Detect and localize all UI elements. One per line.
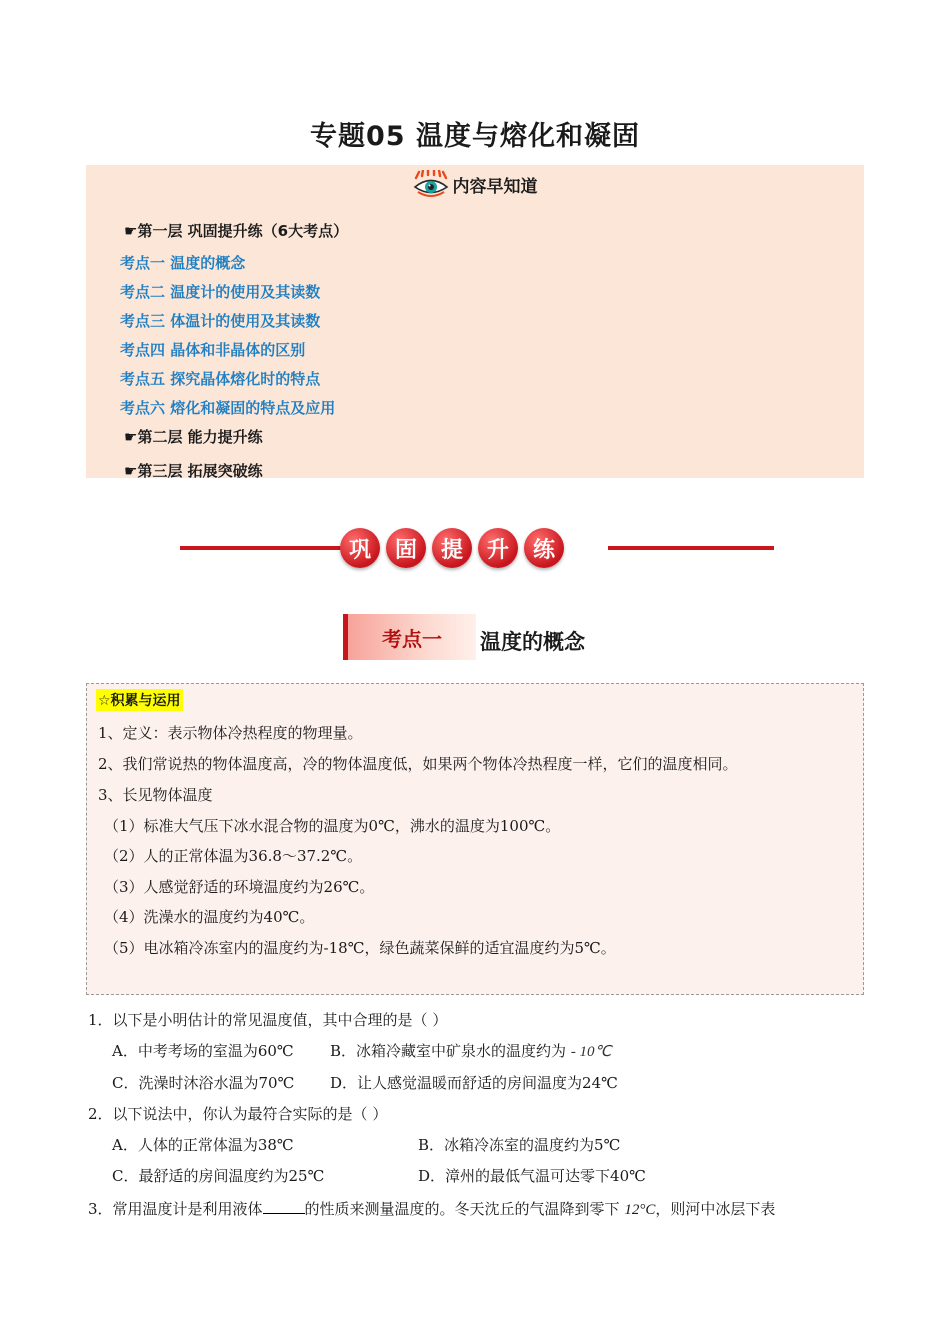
band-char: 练 xyxy=(524,528,564,568)
accumulate-tag: ☆积累与运用 xyxy=(96,689,183,711)
toc-point-4[interactable]: 考点四 晶体和非晶体的区别 xyxy=(120,341,306,359)
option-b-text: B．冰箱冷藏室中矿泉水的温度约为 xyxy=(330,1042,567,1060)
section-title: 温度的概念 xyxy=(480,630,585,654)
option-b-value: - 10℃ xyxy=(570,1044,612,1060)
accumulate-line: 2、我们常说热的物体温度高，冷的物体温度低，如果两个物体冷热程度一样，它们的温度相同。 xyxy=(98,755,738,773)
section-tag: 考点一 xyxy=(343,614,476,660)
question-2-option-a[interactable]: A．人体的正常体温为38℃ xyxy=(112,1136,294,1154)
question-3-stem-b: 的性质来测量温度的。冬天沈丘的气温降到零下 xyxy=(304,1200,620,1218)
toc-point-5[interactable]: 考点五 探究晶体熔化时的特点 xyxy=(120,370,321,388)
band-line-left xyxy=(180,546,344,550)
question-1-option-a[interactable]: A．中考考场的室温为60℃ xyxy=(112,1042,294,1060)
question-1-option-c[interactable]: C．洗澡时沐浴水温为70℃ xyxy=(112,1074,295,1092)
band-char: 升 xyxy=(478,528,518,568)
question-1-stem: 1．以下是小明估计的常见温度值，其中合理的是（ ） xyxy=(88,1011,448,1029)
toc-point-6[interactable]: 考点六 熔化和凝固的特点及应用 xyxy=(120,399,336,417)
accumulate-line: （5）电冰箱冷冻室内的温度约为-18℃，绿色蔬菜保鲜的适宜温度约为5℃。 xyxy=(104,939,616,957)
band-line-right xyxy=(608,546,774,550)
toc-layer-1[interactable]: ☛第一层 巩固提升练（6大考点） xyxy=(124,222,349,240)
question-3-stem-a: 3．常用温度计是利用液体 xyxy=(88,1200,263,1218)
question-3-stem-c: ，则河中冰层下表 xyxy=(655,1200,776,1218)
toc-header xyxy=(0,170,950,198)
question-2-option-d[interactable]: D．漳州的最低气温可达零下40℃ xyxy=(418,1167,646,1185)
toc-layer-3[interactable]: ☛第三层 拓展突破练 xyxy=(124,462,263,480)
section-band xyxy=(180,528,774,568)
accumulate-line: （3）人感觉舒适的环境温度约为26℃。 xyxy=(104,878,375,896)
question-2-option-c[interactable]: C．最舒适的房间温度约为25℃ xyxy=(112,1167,325,1185)
accumulate-line: （1）标准大气压下冰水混合物的温度为0℃，沸水的温度为100℃。 xyxy=(104,817,561,835)
page-title: 专题05 温度与熔化和凝固 xyxy=(310,121,640,152)
accumulate-line: （4）洗澡水的温度约为40℃。 xyxy=(104,908,315,926)
toc-point-3[interactable]: 考点三 体温计的使用及其读数 xyxy=(120,312,321,330)
toc-layer-2[interactable]: ☛第二层 能力提升练 xyxy=(124,428,263,446)
band-badges xyxy=(340,528,564,568)
accumulate-line: （2）人的正常体温为36.8～37.2℃。 xyxy=(104,847,363,865)
band-char: 巩 xyxy=(340,528,380,568)
question-1-option-d[interactable]: D．让人感觉温暖而舒适的房间温度为24℃ xyxy=(330,1074,618,1092)
question-3-stem xyxy=(88,1198,775,1219)
band-char: 固 xyxy=(386,528,426,568)
answer-blank[interactable] xyxy=(263,1199,305,1214)
band-char: 提 xyxy=(432,528,472,568)
accumulate-line: 1、定义：表示物体冷热程度的物理量。 xyxy=(98,724,363,742)
accumulate-line: 3、长见物体温度 xyxy=(98,786,213,804)
question-2-option-b[interactable]: B．冰箱冷冻室的温度约为5℃ xyxy=(418,1136,621,1154)
toc-header-text: 内容早知道 xyxy=(452,176,538,197)
toc-point-2[interactable]: 考点二 温度计的使用及其读数 xyxy=(120,283,321,301)
question-1-option-b[interactable] xyxy=(330,1040,611,1061)
question-3-value: 12°C xyxy=(624,1202,656,1218)
question-2-stem: 2．以下说法中，你认为最符合实际的是（ ） xyxy=(88,1105,388,1123)
toc-point-1[interactable]: 考点一 温度的概念 xyxy=(120,254,246,272)
eye-icon xyxy=(413,170,449,198)
